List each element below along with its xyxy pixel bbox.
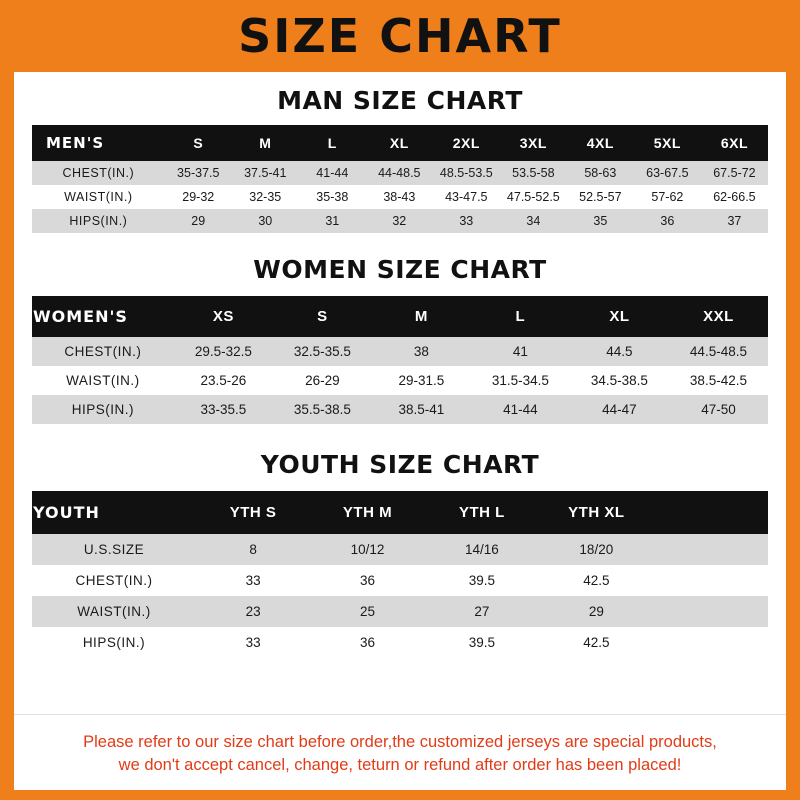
table-cell: 53.5-58 — [500, 161, 567, 185]
column-header: XL — [366, 125, 433, 161]
table-row — [32, 337, 768, 366]
women-section-title: WOMEN SIZE CHART — [253, 255, 547, 284]
column-header: 4XL — [567, 125, 634, 161]
row-label: HIPS(IN.) — [32, 627, 196, 658]
row-label: CHEST(IN.) — [32, 161, 165, 185]
table-cell — [654, 534, 768, 565]
table-row — [32, 627, 768, 658]
table-cell: 31 — [299, 209, 366, 233]
footer-disclaimer — [14, 714, 786, 790]
table-cell: 32 — [366, 209, 433, 233]
table-cell: 41 — [471, 337, 570, 366]
row-label: CHEST(IN.) — [32, 337, 174, 366]
column-header: 3XL — [500, 125, 567, 161]
youth-section-title: YOUTH SIZE CHART — [260, 450, 540, 479]
column-header: YTH M — [310, 491, 424, 534]
column-header: M — [232, 125, 299, 161]
table-cell: 29 — [165, 209, 232, 233]
page-title: SIZE CHART — [238, 9, 562, 63]
table-cell: 38.5-41 — [372, 395, 471, 424]
table-cell: 38.5-42.5 — [669, 366, 768, 395]
table-cell: 26-29 — [273, 366, 372, 395]
table-cell: 38 — [372, 337, 471, 366]
table-cell: 10/12 — [310, 534, 424, 565]
table-cell: 58-63 — [567, 161, 634, 185]
table-cell: 62-66.5 — [701, 185, 768, 209]
table-cell: 30 — [232, 209, 299, 233]
youth-size-table — [32, 491, 768, 658]
row-label: WAIST(IN.) — [32, 185, 165, 209]
table-cell: 32.5-35.5 — [273, 337, 372, 366]
column-header: S — [165, 125, 232, 161]
table-row — [32, 395, 768, 424]
table-cell: 18/20 — [539, 534, 653, 565]
table-cell: 32-35 — [232, 185, 299, 209]
table-cell: 25 — [310, 596, 424, 627]
table-cell: 8 — [196, 534, 310, 565]
column-header: S — [273, 296, 372, 337]
table-cell: 35-38 — [299, 185, 366, 209]
table-cell: 39.5 — [425, 627, 539, 658]
table-cell: 43-47.5 — [433, 185, 500, 209]
table-cell: 41-44 — [299, 161, 366, 185]
table-cell: 57-62 — [634, 185, 701, 209]
column-header: YTH S — [196, 491, 310, 534]
table-cell: 42.5 — [539, 565, 653, 596]
table-cell — [654, 565, 768, 596]
table-row — [32, 209, 768, 233]
table-cell — [654, 627, 768, 658]
table-cell: 35.5-38.5 — [273, 395, 372, 424]
man-size-table — [32, 125, 768, 233]
table-cell: 37 — [701, 209, 768, 233]
table-cell: 44.5 — [570, 337, 669, 366]
table-cell: 35 — [567, 209, 634, 233]
column-header: YOUTH — [32, 491, 196, 534]
man-section-title: MAN SIZE CHART — [277, 86, 523, 115]
column-header: MEN'S — [32, 125, 165, 161]
table-cell: 29-31.5 — [372, 366, 471, 395]
table-cell: 31.5-34.5 — [471, 366, 570, 395]
table-cell: 37.5-41 — [232, 161, 299, 185]
column-header: XL — [570, 296, 669, 337]
column-header: XXL — [669, 296, 768, 337]
table-header-row — [32, 491, 768, 534]
table-cell: 52.5-57 — [567, 185, 634, 209]
column-header: 6XL — [701, 125, 768, 161]
table-cell: 34 — [500, 209, 567, 233]
table-cell: 36 — [310, 565, 424, 596]
column-header — [654, 491, 768, 534]
table-cell: 42.5 — [539, 627, 653, 658]
table-row — [32, 161, 768, 185]
column-header: YTH L — [425, 491, 539, 534]
header-banner — [14, 0, 786, 72]
table-cell: 33 — [196, 565, 310, 596]
footer-line-1: Please refer to our size chart before order,the customized jerseys are special products, — [83, 733, 717, 752]
table-cell: 34.5-38.5 — [570, 366, 669, 395]
table-cell: 23 — [196, 596, 310, 627]
table-row — [32, 185, 768, 209]
row-label: WAIST(IN.) — [32, 596, 196, 627]
column-header: 2XL — [433, 125, 500, 161]
table-cell: 33-35.5 — [174, 395, 273, 424]
table-cell — [654, 596, 768, 627]
table-header-row — [32, 125, 768, 161]
bottom-accent-band — [14, 790, 786, 800]
table-cell: 33 — [196, 627, 310, 658]
table-cell: 33 — [433, 209, 500, 233]
table-cell: 44-47 — [570, 395, 669, 424]
table-cell: 23.5-26 — [174, 366, 273, 395]
table-row — [32, 565, 768, 596]
row-label: HIPS(IN.) — [32, 209, 165, 233]
column-header: XS — [174, 296, 273, 337]
table-header-row — [32, 296, 768, 337]
chart-content — [14, 72, 786, 714]
row-label: U.S.SIZE — [32, 534, 196, 565]
table-cell: 44.5-48.5 — [669, 337, 768, 366]
table-cell: 27 — [425, 596, 539, 627]
women-size-table — [32, 296, 768, 424]
table-row — [32, 596, 768, 627]
table-cell: 14/16 — [425, 534, 539, 565]
table-cell: 36 — [310, 627, 424, 658]
column-header: L — [299, 125, 366, 161]
column-header: WOMEN'S — [32, 296, 174, 337]
row-label: CHEST(IN.) — [32, 565, 196, 596]
row-label: WAIST(IN.) — [32, 366, 174, 395]
table-cell: 67.5-72 — [701, 161, 768, 185]
table-cell: 38-43 — [366, 185, 433, 209]
table-cell: 63-67.5 — [634, 161, 701, 185]
footer-line-2: we don't accept cancel, change, teturn or refund after order has been placed! — [118, 755, 682, 774]
table-cell: 39.5 — [425, 565, 539, 596]
table-cell: 44-48.5 — [366, 161, 433, 185]
column-header: M — [372, 296, 471, 337]
column-header: 5XL — [634, 125, 701, 161]
table-cell: 29.5-32.5 — [174, 337, 273, 366]
table-cell: 47.5-52.5 — [500, 185, 567, 209]
table-cell: 36 — [634, 209, 701, 233]
table-cell: 47-50 — [669, 395, 768, 424]
table-cell: 29 — [539, 596, 653, 627]
row-label: HIPS(IN.) — [32, 395, 174, 424]
table-cell: 29-32 — [165, 185, 232, 209]
table-cell: 41-44 — [471, 395, 570, 424]
table-cell: 48.5-53.5 — [433, 161, 500, 185]
table-row — [32, 366, 768, 395]
table-row — [32, 534, 768, 565]
column-header: YTH XL — [539, 491, 653, 534]
column-header: L — [471, 296, 570, 337]
table-cell: 35-37.5 — [165, 161, 232, 185]
